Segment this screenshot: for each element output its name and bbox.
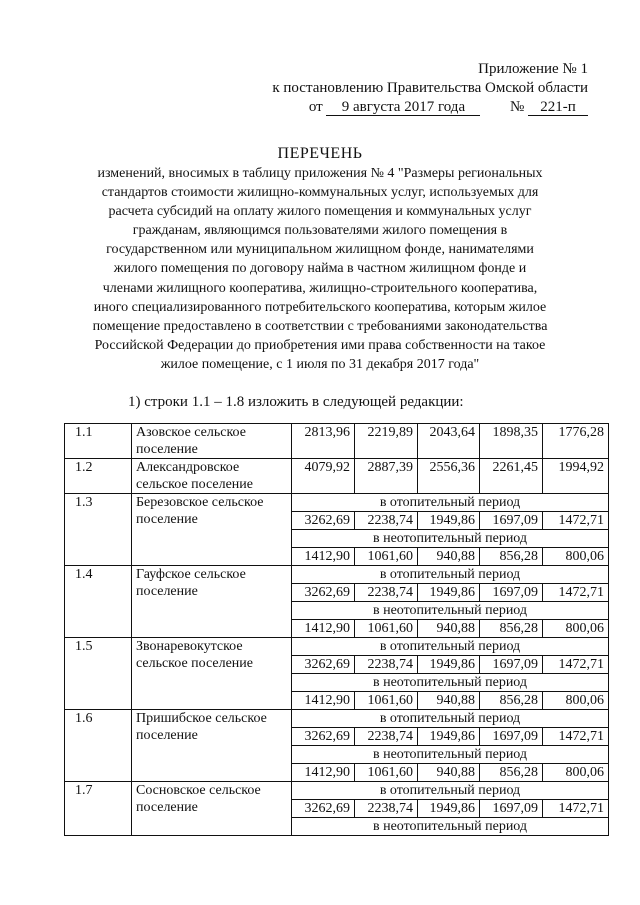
value-cell: 3262,69	[292, 800, 355, 818]
value-cell: 2043,64	[418, 424, 480, 459]
name-line: поселение	[136, 512, 198, 527]
value-cell: 1697,09	[480, 800, 543, 818]
value-cell: 1472,71	[543, 656, 609, 674]
settlement-name	[132, 424, 292, 459]
table-row	[65, 710, 609, 728]
heating-period-label: в отопительный период	[292, 638, 609, 656]
value-cell: 1472,71	[543, 728, 609, 746]
name-line: Александровское	[136, 460, 240, 475]
subtitle-line: жилое помещение, с 1 июля по 31 декабря 2017 года"	[160, 356, 480, 372]
row-number: 1.3	[65, 494, 132, 566]
table-row	[65, 782, 609, 800]
table-row	[65, 459, 609, 494]
value-cell: 2238,74	[355, 512, 418, 530]
name-line: Березовское сельское	[136, 495, 264, 510]
row-number: 1.2	[65, 459, 132, 494]
value-cell: 800,06	[543, 548, 609, 566]
settlement-name	[132, 459, 292, 494]
value-cell: 1697,09	[480, 584, 543, 602]
value-cell: 2887,39	[355, 459, 418, 494]
row-number: 1.1	[65, 424, 132, 459]
name-line: Пришибское сельское	[136, 711, 267, 726]
value-cell: 4079,92	[292, 459, 355, 494]
name-line: Сосновское сельское	[136, 783, 261, 798]
value-cell: 3262,69	[292, 512, 355, 530]
from-prefix: от	[308, 99, 323, 115]
non-heating-period-label: в неотопительный период	[292, 674, 609, 692]
value-cell: 2238,74	[355, 584, 418, 602]
subtitle-line: иного специализированного потребительского кооператива, которым жилое	[93, 299, 547, 315]
rates-table	[64, 423, 609, 836]
heating-period-label: в отопительный период	[292, 782, 609, 800]
value-cell: 1949,86	[418, 512, 480, 530]
settlement-name	[132, 638, 292, 710]
value-cell: 1412,90	[292, 764, 355, 782]
value-cell: 2238,74	[355, 728, 418, 746]
value-cell: 1949,86	[418, 800, 480, 818]
value-cell: 856,28	[480, 620, 543, 638]
non-heating-period-label: в неотопительный период	[292, 530, 609, 548]
value-cell: 1472,71	[543, 800, 609, 818]
value-cell: 3262,69	[292, 656, 355, 674]
name-line: Гауфское сельское	[136, 567, 246, 582]
value-cell: 3262,69	[292, 728, 355, 746]
value-cell: 1949,86	[418, 656, 480, 674]
name-line: сельское поселение	[136, 477, 253, 492]
value-cell: 1949,86	[418, 584, 480, 602]
subtitle-line: Российской Федерации до приобретения ими права собственности на такое	[94, 337, 546, 353]
non-heating-period-label: в неотопительный период	[292, 746, 609, 764]
value-cell: 2219,89	[355, 424, 418, 459]
value-cell: 1061,60	[355, 620, 418, 638]
settlement-name	[132, 494, 292, 566]
subtitle-line: государственном или муниципальном жилищном фонде, нанимателями	[106, 242, 534, 258]
subtitle-line: помещение предоставлено в соответствии с требованиями законодательства	[92, 318, 548, 334]
resolution-date: 9 августа 2017 года	[326, 99, 480, 116]
value-cell: 1061,60	[355, 548, 418, 566]
name-line: Азовское сельское	[136, 425, 246, 440]
heating-period-label: в отопительный период	[292, 494, 609, 512]
name-line: поселение	[136, 442, 198, 457]
subtitle-line: гражданам, являющимся пользователями жилого помещения в	[132, 223, 508, 239]
value-cell: 856,28	[480, 692, 543, 710]
name-line: Звонаревокутское	[136, 639, 243, 654]
value-cell: 800,06	[543, 764, 609, 782]
non-heating-period-label: в неотопительный период	[292, 602, 609, 620]
value-cell: 1061,60	[355, 692, 418, 710]
value-cell: 800,06	[543, 620, 609, 638]
value-cell: 2238,74	[355, 656, 418, 674]
value-cell: 800,06	[543, 692, 609, 710]
value-cell: 1412,90	[292, 692, 355, 710]
date-number-line	[248, 98, 588, 117]
table-row	[65, 424, 609, 459]
document-title: ПЕРЕЧЕНЬ	[277, 145, 363, 162]
value-cell: 856,28	[480, 548, 543, 566]
value-cell: 1061,60	[355, 764, 418, 782]
value-cell: 1949,86	[418, 728, 480, 746]
subtitle-line: членами жилищного кооператива, жилищно-строительного кооператива,	[102, 280, 538, 296]
subtitle-line: расчета субсидий на оплату жилого помещения и коммунальных услуг	[108, 204, 532, 220]
value-cell: 2261,45	[480, 459, 543, 494]
resolution-number: 221-п	[528, 99, 588, 116]
non-heating-period-label: в неотопительный период	[292, 818, 609, 836]
resolution-ref: к постановлению Правительства Омской области	[272, 80, 588, 96]
value-cell: 2556,36	[418, 459, 480, 494]
heating-period-label: в отопительный период	[292, 710, 609, 728]
subtitle-line: изменений, вносимых в таблицу приложения № 4 "Размеры региональных	[97, 166, 543, 181]
document-header	[248, 60, 588, 117]
value-cell: 856,28	[480, 764, 543, 782]
table-row	[65, 566, 609, 584]
value-cell: 1994,92	[543, 459, 609, 494]
row-number: 1.4	[65, 566, 132, 638]
value-cell: 1412,90	[292, 620, 355, 638]
value-cell: 1697,09	[480, 512, 543, 530]
name-line: поселение	[136, 728, 198, 743]
value-cell: 1898,35	[480, 424, 543, 459]
table-row	[65, 638, 609, 656]
value-cell: 940,88	[418, 764, 480, 782]
value-cell: 2813,96	[292, 424, 355, 459]
number-prefix: №	[509, 99, 525, 115]
value-cell: 1776,28	[543, 424, 609, 459]
row-number: 1.7	[65, 782, 132, 836]
heating-period-label: в отопительный период	[292, 566, 609, 584]
value-cell: 1412,90	[292, 548, 355, 566]
name-line: сельское поселение	[136, 656, 253, 671]
name-line: поселение	[136, 584, 198, 599]
document-subtitle	[70, 164, 570, 374]
subtitle-line: жилого помещения по договору найма в частном жилищном фонде и	[113, 261, 527, 277]
row-number: 1.6	[65, 710, 132, 782]
table-row	[65, 494, 609, 512]
value-cell: 940,88	[418, 548, 480, 566]
value-cell: 1697,09	[480, 656, 543, 674]
settlement-name	[132, 782, 292, 836]
name-line: поселение	[136, 800, 198, 815]
value-cell: 1472,71	[543, 512, 609, 530]
value-cell: 2238,74	[355, 800, 418, 818]
value-cell: 1697,09	[480, 728, 543, 746]
intro-paragraph: 1) строки 1.1 – 1.8 изложить в следующей редакции:	[128, 394, 464, 410]
settlement-name	[132, 566, 292, 638]
value-cell: 940,88	[418, 692, 480, 710]
subtitle-line: стандартов стоимости жилищно-коммунальных услуг, используемых для	[101, 185, 539, 201]
value-cell: 1472,71	[543, 584, 609, 602]
value-cell: 3262,69	[292, 584, 355, 602]
appendix-label: Приложение № 1	[478, 61, 588, 77]
settlement-name	[132, 710, 292, 782]
row-number: 1.5	[65, 638, 132, 710]
value-cell: 940,88	[418, 620, 480, 638]
